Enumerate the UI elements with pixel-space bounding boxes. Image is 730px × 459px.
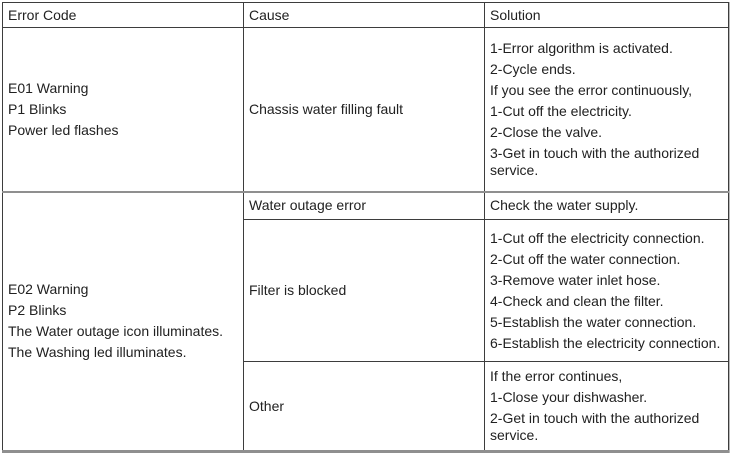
error-code-line: The Washing led illuminates.	[8, 344, 187, 361]
solution-line: 6-Establish the electricity connection.	[490, 334, 721, 351]
header-cause: Cause	[244, 3, 485, 28]
cell-error-code-e01	[3, 28, 244, 192]
error-code-line: Power led flashes	[8, 121, 119, 138]
cell-cause-other	[244, 362, 485, 452]
solution-line: 2-Cut off the water connection.	[490, 250, 681, 267]
cell-cause-filter-blocked	[244, 220, 485, 362]
solution-line: 1-Cut off the electricity.	[490, 102, 632, 119]
cell-solution-e01	[485, 28, 729, 192]
error-code-line: E02 Warning	[8, 281, 89, 298]
error-code-line: The Water outage icon illuminates.	[8, 323, 224, 340]
cause-text: Chassis water filling fault	[249, 100, 404, 117]
solution-line: 4-Check and clean the filter.	[490, 292, 664, 309]
cause-text: Filter is blocked	[249, 282, 347, 298]
solution-line: 1-Error algorithm is activated.	[490, 39, 673, 56]
solution-line: 2-Get in touch with the authorized service.	[490, 410, 700, 443]
cell-solution-filter-blocked	[485, 220, 729, 362]
cell-solution-other	[485, 362, 729, 452]
error-code-line: E01 Warning	[8, 79, 89, 96]
solution-line: 2-Cycle ends.	[490, 60, 576, 77]
solution-line: 3-Remove water inlet hose.	[490, 271, 661, 288]
solution-line: Check the water supply.	[490, 197, 639, 214]
table-row-e01	[3, 28, 729, 192]
error-code-line: P2 Blinks	[8, 302, 67, 319]
solution-line: 1-Cut off the electricity connection.	[490, 229, 705, 246]
table-header-row	[3, 3, 729, 28]
solution-line: If you see the error continuously,	[490, 81, 693, 98]
solution-line: If the error continues,	[490, 368, 623, 384]
solution-line: 3-Get in touch with the authorized service.	[490, 144, 700, 178]
solution-line: 1-Close your dishwasher.	[490, 389, 648, 405]
solution-line: 5-Establish the water connection.	[490, 313, 697, 330]
header-solution: Solution	[485, 3, 729, 28]
error-code-table	[2, 2, 729, 453]
cause-text: Other	[249, 397, 285, 414]
cause-text: Water outage error	[249, 197, 366, 214]
cell-error-code-e02	[3, 192, 244, 452]
solution-line: 2-Close the valve.	[490, 123, 603, 140]
error-code-line: P1 Blinks	[8, 100, 67, 117]
cell-cause-chassis	[244, 28, 485, 192]
cell-cause-water-outage	[244, 192, 485, 220]
cell-solution-water-outage	[485, 192, 729, 220]
header-error-code: Error Code	[3, 3, 244, 28]
table-row-e02-water-outage	[3, 192, 729, 220]
